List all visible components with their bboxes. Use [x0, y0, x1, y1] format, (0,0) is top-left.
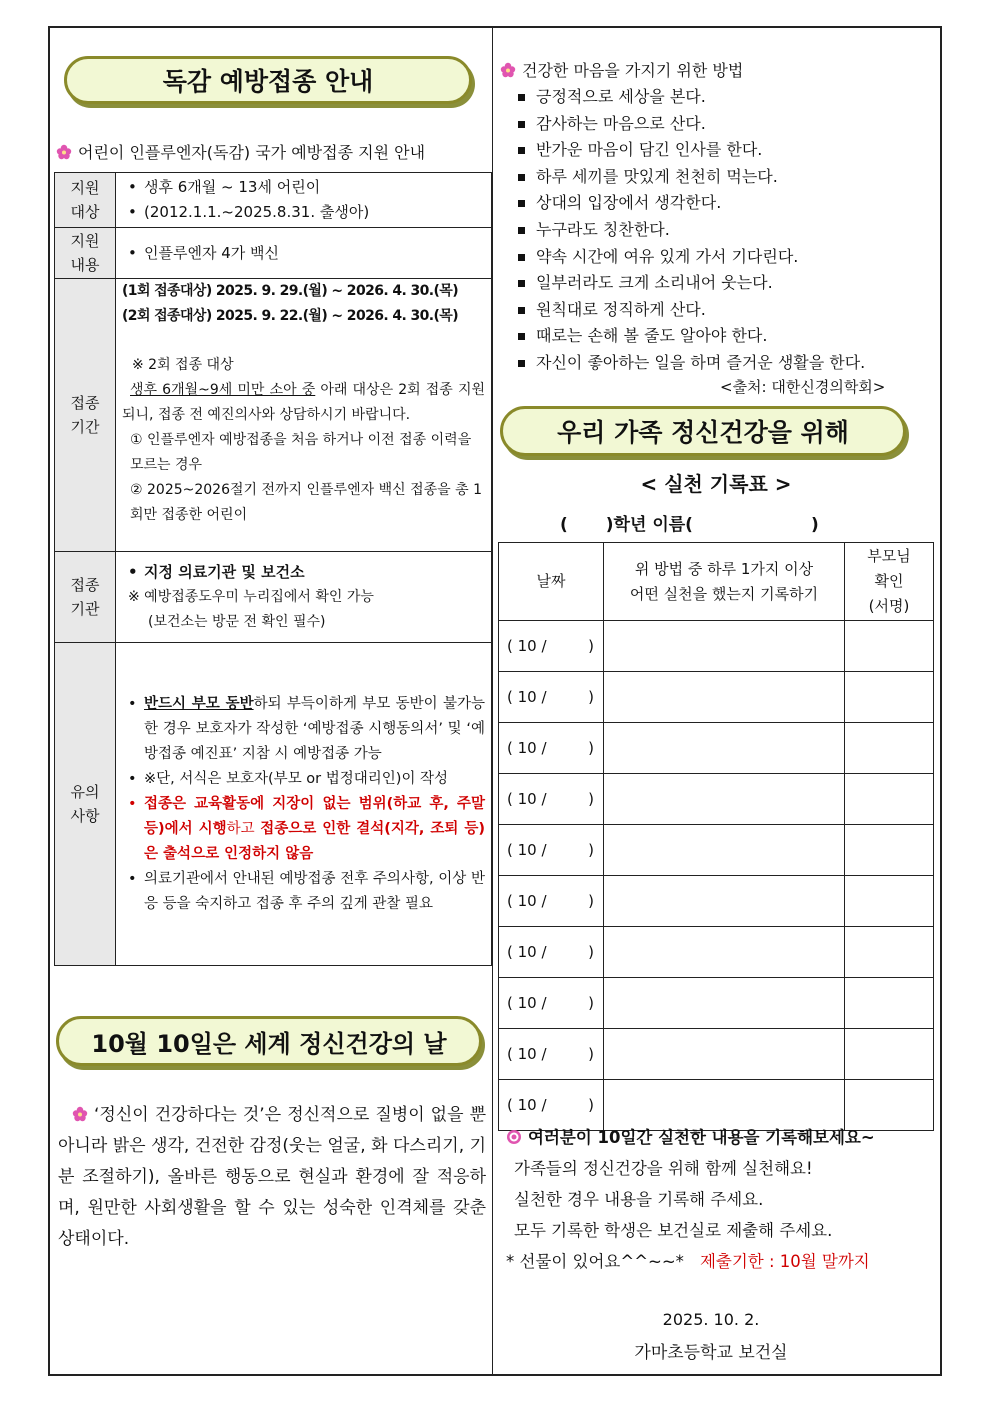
- record-header-row: [499, 543, 934, 621]
- target-item: • 생후 6개월 ~ 13세 어린이: [122, 175, 485, 200]
- record-sign-field[interactable]: [845, 672, 934, 723]
- caution-item: • 반드시 부모 동반하되 부득이하게 부모 동반이 불가능한 경우 보호자가 작성한 ‘예방접종 시행동의서’ 및 ‘예방접종 예진표’ 지참 시 예방접종 가능: [122, 692, 485, 767]
- row-content: [55, 228, 492, 279]
- record-date: ( 10 / ): [499, 978, 604, 1029]
- record-row: [499, 672, 934, 723]
- label-content: 지원 내용: [55, 228, 116, 279]
- practice-record-table: [498, 542, 934, 1131]
- method-item: 상대의 입장에서 생각한다.: [518, 190, 865, 217]
- issue-date: 2025. 10. 2.: [662, 1310, 760, 1329]
- title-text: 우리 가족 정신건강을 위해: [557, 418, 849, 447]
- source-note: <출처: 대한신경의학회>: [720, 378, 886, 396]
- record-sign-field[interactable]: [845, 876, 934, 927]
- title-flu-vaccination: [64, 56, 472, 104]
- record-date: ( 10 / ): [499, 1080, 604, 1131]
- instruction-line: 실천한 경우 내용을 기록해 주세요.: [514, 1190, 764, 1209]
- record-date: ( 10 / ): [499, 723, 604, 774]
- row-target: [55, 173, 492, 228]
- grade-name-line: ( )학년 이름( ): [560, 515, 819, 535]
- record-row: [499, 621, 934, 672]
- record-entry-field[interactable]: [604, 825, 845, 876]
- instructions-head: 여러분이 10일간 실천한 내용을 기록해보세요~: [506, 1122, 875, 1153]
- record-sign-field[interactable]: [845, 1029, 934, 1080]
- record-instructions: [506, 1122, 875, 1277]
- header-date: 날짜: [499, 543, 604, 621]
- record-sign-field[interactable]: [845, 723, 934, 774]
- value-caution: [116, 643, 492, 966]
- row-caution: [55, 643, 492, 966]
- record-date: ( 10 / ): [499, 774, 604, 825]
- header-parent-sign: 부모님 확인 (서명): [845, 543, 934, 621]
- subtitle-text: 어린이 인플루엔자(독감) 국가 예방접종 지원 안내: [78, 143, 426, 162]
- record-row: [499, 774, 934, 825]
- method-item: 누구라도 칭찬한다.: [518, 217, 865, 244]
- record-entry-field[interactable]: [604, 621, 845, 672]
- record-row: [499, 927, 934, 978]
- record-date: ( 10 / ): [499, 672, 604, 723]
- label-target: 지원 대상: [55, 173, 116, 228]
- instruction-deadline: * 선물이 있어요^^~~* 제출기한 : 10월 말까지: [506, 1252, 870, 1271]
- value-org: [116, 552, 492, 643]
- title-text: 독감 예방접종 안내: [162, 67, 374, 96]
- record-row: [499, 978, 934, 1029]
- row-org: [55, 552, 492, 643]
- record-entry-field[interactable]: [604, 723, 845, 774]
- org-note: (보건소는 방문 전 확인 필수): [148, 613, 326, 630]
- method-item: 약속 시간에 여유 있게 가서 기다린다.: [518, 244, 865, 271]
- period-case: ① 인플루엔자 예방접종을 처음 하거나 이전 접종 이력을 모르는 경우: [130, 432, 472, 473]
- record-date: ( 10 / ): [499, 621, 604, 672]
- record-sign-field[interactable]: [845, 978, 934, 1029]
- method-item: 감사하는 마음으로 산다.: [518, 111, 865, 138]
- instruction-line: 모두 기록한 학생은 보건실로 제출해 주세요.: [514, 1221, 833, 1240]
- record-entry-field[interactable]: [604, 1029, 845, 1080]
- record-date: ( 10 / ): [499, 876, 604, 927]
- record-sign-field[interactable]: [845, 927, 934, 978]
- record-entry-field[interactable]: [604, 927, 845, 978]
- method-item: 자신이 좋아하는 일을 하며 즐거운 생활을 한다.: [518, 350, 865, 377]
- record-row: [499, 723, 934, 774]
- content-item: • 인플루엔자 4가 백신: [122, 241, 485, 266]
- column-divider: [492, 26, 493, 1376]
- record-row: [499, 825, 934, 876]
- row-period: [55, 279, 492, 552]
- record-date: ( 10 / ): [499, 927, 604, 978]
- flower-icon: [56, 144, 72, 160]
- method-item: 일부러라도 크게 소리내어 웃는다.: [518, 270, 865, 297]
- flower-icon: [72, 1106, 88, 1122]
- value-period: [116, 279, 492, 552]
- record-sign-field[interactable]: [845, 774, 934, 825]
- method-item: 긍정적으로 세상을 본다.: [518, 84, 865, 111]
- period-line: (2회 접종대상) 2025. 9. 22.(월) ~ 2026. 4. 30.(목): [122, 308, 459, 324]
- header-description: 위 방법 중 하루 1가지 이상 어떤 실천을 했는지 기록하기: [604, 543, 845, 621]
- period-note-head: ※ 2회 접종 대상: [132, 357, 234, 373]
- flower-icon: [500, 62, 516, 78]
- method-item: 때로는 손해 볼 줄도 알아야 한다.: [518, 323, 865, 350]
- record-sign-field[interactable]: [845, 825, 934, 876]
- caution-item: • ※단, 서식은 보호자(부모 or 법정대리인)이 작성: [122, 767, 485, 792]
- period-line: (1회 접종대상) 2025. 9. 29.(월) ~ 2026. 4. 30.(목): [122, 283, 459, 299]
- record-date: ( 10 / ): [499, 825, 604, 876]
- instruction-line: 가족들의 정신건강을 위해 함께 실천해요!: [514, 1159, 813, 1178]
- method-item: 원칙대로 정직하게 산다.: [518, 297, 865, 324]
- record-entry-field[interactable]: [604, 978, 845, 1029]
- org-item: • 지정 의료기관 및 보건소: [122, 560, 485, 585]
- period-case: ② 2025~2026절기 전까지 인플루엔자 백신 접종을 총 1회만 접종한 어린이: [130, 482, 482, 523]
- value-target: [116, 173, 492, 228]
- definition-text: ‘정신이 건강하다는 것’은 정신적으로 질병이 없을 뿐 아니라 밝은 생각, 건전한 감정(웃는 얼굴, 화 다스리기, 기분 조절하기), 올바른 행동으로 현실과 환경에 잘 적응하며, 원만한 사회생활을 할 수 있는 성숙한 인격체를 갖춘 상태이다.: [58, 1105, 486, 1249]
- period-note: 생후 6개월~9세 미만 소아 중 아래 대상은 2회 접종 지원되니, 접종 전 예진의사와 상담하시기 바랍니다.: [122, 382, 485, 423]
- value-content: [116, 228, 492, 279]
- swirl-flower-icon: [506, 1129, 522, 1145]
- caution-item: • 의료기관에서 안내된 예방접종 전후 주의사항, 이상 반응 등을 숙지하고 접종 후 주의 깊게 관찰 필요: [122, 867, 485, 917]
- vaccination-info-table: [54, 172, 492, 966]
- record-row: [499, 1029, 934, 1080]
- record-entry-field[interactable]: [604, 876, 845, 927]
- record-date: ( 10 / ): [499, 1029, 604, 1080]
- title-text: 10월 10일은 세계 정신건강의 날: [91, 1029, 447, 1058]
- caution-item: • 접종은 교육활동에 지장이 없는 범위(하교 후, 주말 등)에서 시행하고 접종으로 인한 결석(지각, 조퇴 등)은 출석으로 인정하지 않음: [122, 792, 485, 867]
- mental-health-definition: [58, 1100, 486, 1255]
- record-entry-field[interactable]: [604, 774, 845, 825]
- label-org: 접종 기관: [55, 552, 116, 643]
- record-entry-field[interactable]: [604, 672, 845, 723]
- target-item: • (2012.1.1.~2025.8.31. 출생아): [122, 200, 485, 225]
- label-period: 접종 기간: [55, 279, 116, 552]
- method-item: 하루 세끼를 맛있게 천천히 먹는다.: [518, 164, 865, 191]
- record-row: [499, 876, 934, 927]
- methods-title: [500, 58, 743, 81]
- record-table-title: < 실천 기록표 >: [640, 472, 792, 496]
- subtitle-flu-support: [56, 140, 425, 163]
- method-item: 반가운 마음이 담긴 인사를 한다.: [518, 137, 865, 164]
- school-office: 가마초등학교 보건실: [634, 1343, 788, 1363]
- title-family-mental-health: [500, 406, 906, 456]
- title-mental-health-day: [56, 1016, 482, 1066]
- methods-title-text: 건강한 마음을 가지기 위한 방법: [522, 61, 744, 80]
- record-sign-field[interactable]: [845, 621, 934, 672]
- org-note: ※ 예방접종도우미 누리집에서 확인 가능: [128, 588, 374, 605]
- methods-list: [518, 84, 865, 377]
- label-caution: 유의 사항: [55, 643, 116, 966]
